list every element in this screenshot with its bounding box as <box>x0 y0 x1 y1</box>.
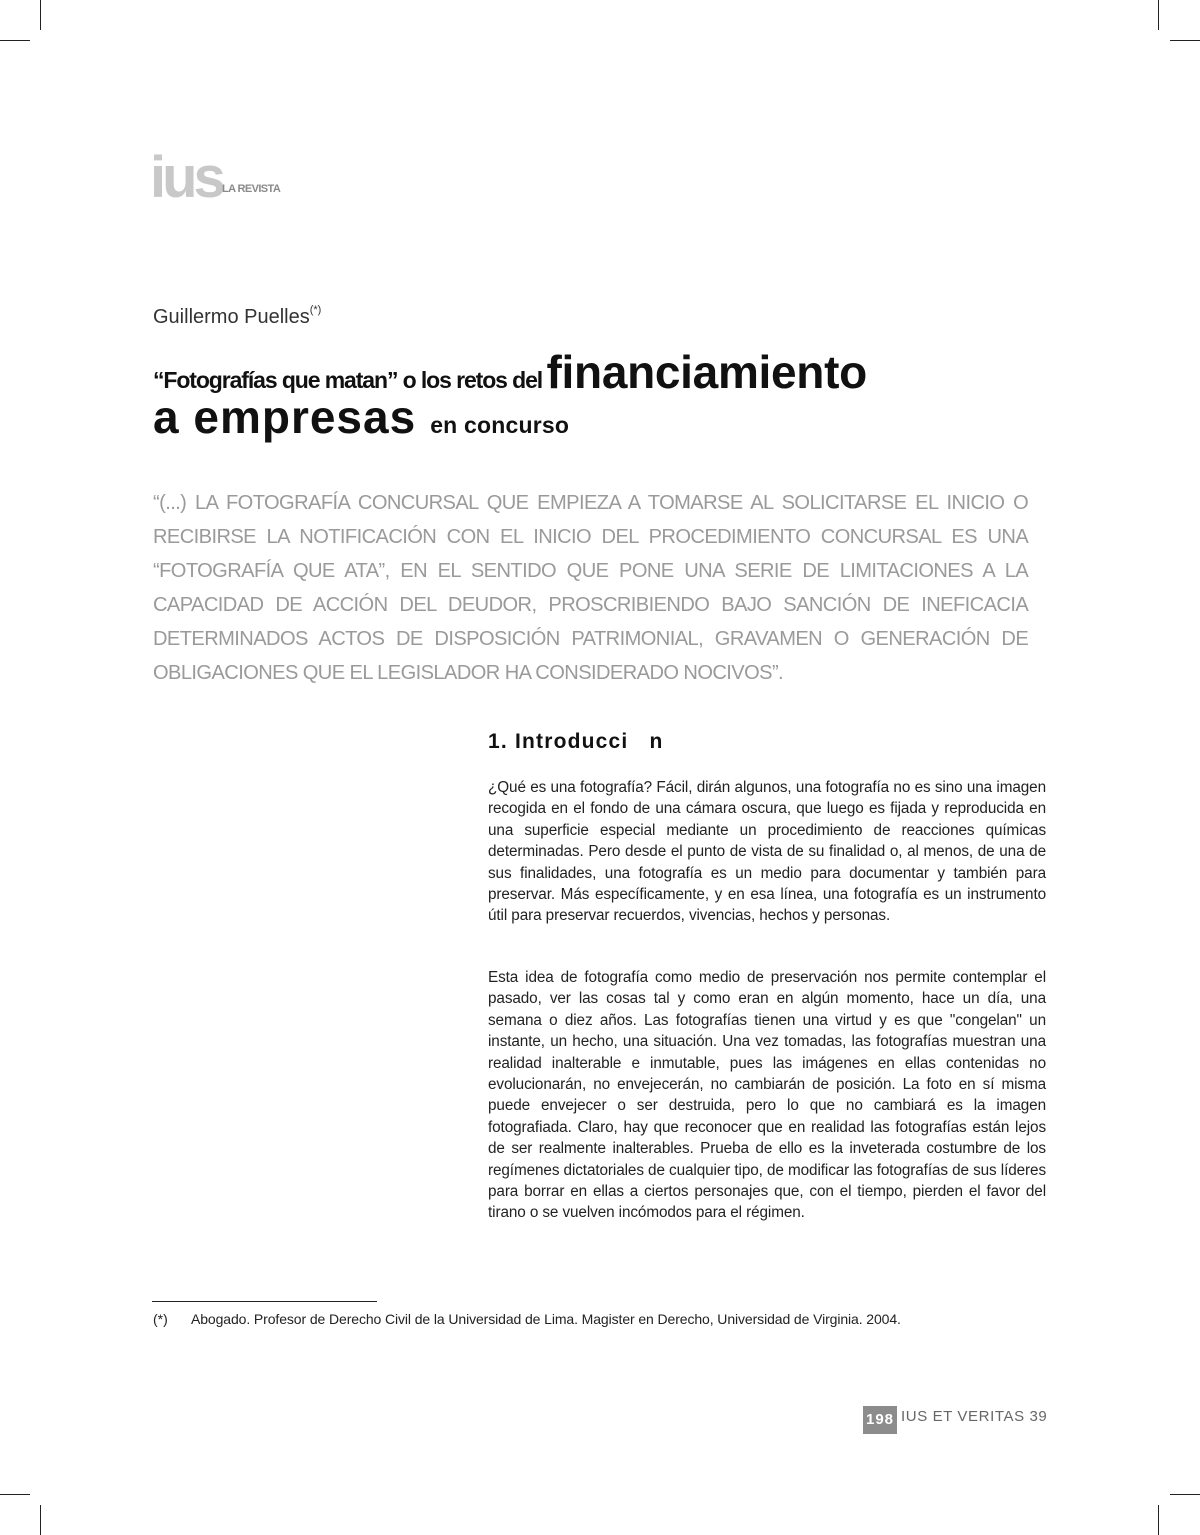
crop-mark-top-left <box>40 0 41 30</box>
journal-name: IUS ET VERITAS 39 <box>901 1408 1048 1425</box>
footnote-rule <box>152 1301 377 1302</box>
article-title-line-2 <box>153 390 569 444</box>
crop-mark-top-right <box>1170 40 1200 41</box>
crop-mark-top-right <box>1158 0 1159 30</box>
crop-mark-bottom-right <box>1170 1494 1200 1495</box>
crop-mark-top-left <box>0 40 30 41</box>
title-part-small-2: en concurso <box>430 412 570 438</box>
title-part-big: financiamiento <box>546 346 867 398</box>
footnote-text: Abogado. Profesor de Derecho Civil de la Universidad de Lima. Magister en Derecho, Universidad de Virginia. 2004. <box>191 1311 901 1327</box>
title-part-small: “Fotografías que matan” o los retos del <box>153 367 543 393</box>
crop-mark-bottom-left <box>40 1505 41 1535</box>
body-paragraph: ¿Qué es una fotografía? Fácil, dirán algunos, una fotografía no es sino una imagen recogida en el fondo de una cámara oscura, que luego es fijada y reproducida en una superficie especial mediante un procedimiento de reacciones químicas determinadas. Pero desde el punto de vista de su finalidad o, al menos, de una de sus finalidades, una fotografía es un medio para documentar y también para preservar. Más específicamente, y en esa línea, una fotografía es un instrumento útil para preservar recuerdos, vivencias, hechos y personas. <box>488 779 1046 925</box>
footnote-mark: (*) <box>153 1311 168 1327</box>
page-number: 198 <box>863 1406 897 1434</box>
epigraph-quote: “(...) LA FOTOGRAFÍA CONCURSAL QUE EMPIEZA A TOMARSE AL SOLICITARSE EL INICIO O RECIBIRSE LA NOTIFICACIÓN CON EL INICIO DEL PROCEDIMIENTO CONCURSAL ES UNA “FOTOGRAFÍA QUE ATA”, EN EL SENTIDO QUE PONE UNA SERIE DE LIMITACIONES A LA CAPACIDAD DE ACCIÓN DEL DEUDOR, PROSCRIBIENDO BAJO SANCIÓN DE INEFICACIA DETERMINADOS ACTOS DE DISPOSICIÓN PATRIMONIAL, GRAVAMEN O GENERACIÓN DE OBLIGACIONES QUE EL LEGISLADOR HA CONSIDERADO NOCIVOS”. <box>153 491 1029 684</box>
author-line <box>153 306 321 329</box>
crop-mark-bottom-right <box>1158 1505 1159 1535</box>
logo-mark: ius <box>150 145 222 210</box>
logo-subtitle: LA REVISTA <box>222 183 281 195</box>
title-part-big-2: a empresas <box>153 391 417 443</box>
crop-mark-bottom-left <box>0 1494 30 1495</box>
body-paragraph: Esta idea de fotografía como medio de preservación nos permite contemplar el pasado, ver las cosas tal y como eran en algún momento, hace un día, una semana o diez años. Las fotografías tienen una virtud y es que "congelan" un instante, un hecho, una situación. Una vez tomadas, las fotografías muestran una realidad inalterable e inmutable, pues las imágenes en ellas contenidas no evolucionarán, no envejecerán, no cambiarán de posición. La foto en sí misma puede envejecer o ser destruida, pero lo que no cambiará es la imagen fotografiada. Claro, hay que reconocer que en realidad las fotografías están lejos de ser realmente inalterables. Prueba de ello es la inveterada costumbre de los regímenes dictatoriales de cualquier tipo, de modificar las fotografías de sus líderes para borrar en ellas a ciertos personajes que, con el tiempo, pierden el favor del tirano o se vuelven incómodos para el régimen. <box>488 969 1046 1222</box>
author-name: Guillermo Puelles <box>153 306 310 328</box>
section-heading: 1. Introducci n <box>488 730 664 753</box>
author-footnote-mark: (*) <box>309 304 322 317</box>
